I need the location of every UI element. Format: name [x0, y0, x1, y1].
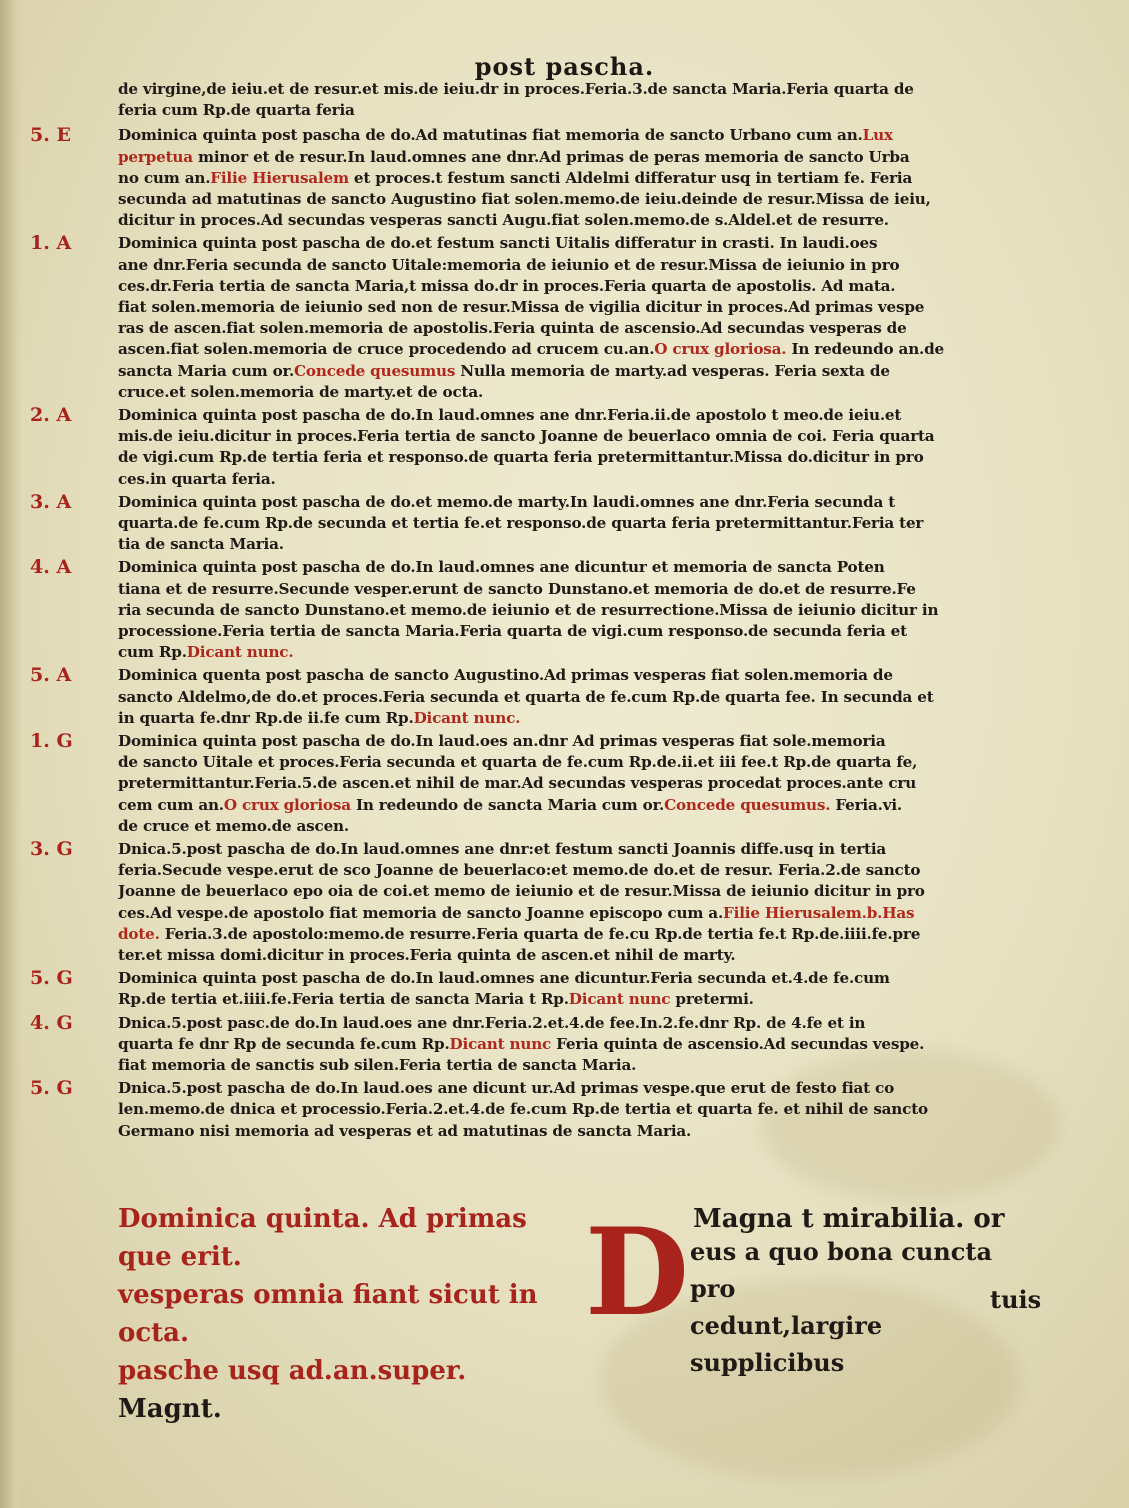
text-line — [118, 535, 1040, 553]
text-line — [118, 1079, 1040, 1097]
text-line — [118, 406, 1040, 424]
text-span: feria.Secude vespe.erut de sco Joanne de beuerlaco:et memo.de do.et de resur. Feria.2.de sancto — [118, 861, 921, 880]
text-span: Dnica.5.post pasc.de do.In laud.oes ane dnr.Feria.2.et.4.de fee.In.2.fe.dnr Rp. de 4.fe et in — [118, 1013, 866, 1032]
collect-line: cedunt,largire supplicibus — [690, 1311, 883, 1377]
text-span: quarta.de fe.cum Rp.de secunda et tertia fe.et responso.de quarta feria pretermittantur.Feria ter — [118, 514, 924, 532]
text-line — [118, 753, 1040, 771]
rubric-span: Dicant nunc. — [186, 643, 294, 662]
text-span: de cruce et memo.de ascen. — [118, 816, 349, 835]
text-span: ces.in quarta feria. — [118, 469, 276, 488]
text-span: Dominica quinta post pascha de do.In laud.omnes ane dnr.Feria.ii.de apostolo t meo.de ieiu.et — [118, 406, 902, 424]
text-span: cum Rp. — [118, 643, 187, 662]
text-line — [118, 969, 1040, 987]
text-line — [118, 448, 1040, 466]
text-span: cruce.et solen.memoria de marty.et de octa. — [118, 382, 484, 401]
text-span: sancta Maria cum or. — [118, 361, 295, 380]
rubric-red-text: Dominica quinta. Ad primas que erit. — [118, 1204, 527, 1272]
rubric-span: Filie Hierusalem — [210, 168, 349, 187]
calendar-marker: 5. A — [30, 664, 72, 687]
text-line — [118, 319, 1040, 337]
text-line — [118, 666, 1040, 684]
text-span: ces.Ad vespe.de apostolo fiat memoria de sancto Joanne episcopo cum a. — [118, 903, 724, 922]
text-line — [118, 622, 1040, 640]
calendar-marker: 2. A — [30, 404, 72, 426]
text-span: de vigi.cum Rp.de tertia feria et responso.de quarta feria pretermittantur.Missa do.dicitur in pro — [118, 448, 924, 467]
text-line — [118, 580, 1040, 598]
text-line — [118, 990, 1040, 1008]
antiphon-text: Magna t mirabilia. or — [693, 1204, 1005, 1234]
text-line — [118, 1122, 1040, 1140]
collect-line: eus a quo bona cuncta pro — [690, 1237, 992, 1303]
text-span: minor et de resur.In laud.omnes ane dnr.Ad primas de peras memoria de sancto Urba — [192, 147, 910, 166]
text-span: fiat solen.memoria de ieiunio sed non de resur.Missa de vigilia dicitur in proces.Ad primas vespe — [118, 298, 925, 316]
text-line — [118, 643, 1040, 661]
text-span: Dominica quinta post pascha de do.et memo.de marty.In laudi.omnes ane dnr.Feria secunda t — [118, 492, 896, 511]
text-line — [118, 383, 1040, 401]
text-span: cem cum an. — [118, 795, 224, 814]
text-line — [118, 427, 1040, 445]
text-line — [118, 1014, 1040, 1032]
rubric-span: Dicant nunc. — [413, 708, 521, 727]
text-line — [118, 1056, 1040, 1074]
text-span: ras de ascen.fiat solen.memoria de apostolis.Feria quinta de ascensio.Ad secundas vesperas de — [118, 319, 907, 338]
text-line — [118, 1100, 1040, 1118]
rubric-span: Lux — [862, 126, 893, 145]
text-line — [118, 882, 1040, 900]
rubric-span: Dicant nunc — [568, 990, 671, 1009]
text-span: Dnica.5.post pascha de do.In laud.omnes ane dnr:et festum sancti Joannis diffe.usq in tertia — [118, 840, 887, 858]
rubric-span: Concede quesumus. — [664, 795, 831, 814]
text-line — [118, 493, 1040, 511]
text-line — [118, 169, 1040, 187]
text-line — [118, 362, 1040, 380]
text-span: in quarta fe.dnr Rp.de ii.fe cum Rp. — [118, 708, 414, 727]
text-line — [118, 470, 1040, 488]
intro-line: feria cum Rp.de quarta feria — [118, 101, 355, 120]
text-span: ria secunda de sancto Dunstano.et memo.de ieiunio et de resurrectione.Missa de ieiunio dicitur in — [118, 600, 939, 619]
text-span: Dominica quinta post pascha de do.et festum sancti Uitalis differatur in crasti. In laudi.oes — [118, 234, 878, 253]
calendar-marker: 4. A — [30, 556, 72, 579]
calendar-marker: 3. A — [30, 490, 72, 513]
text-span: In redeundo de sancta Maria cum or. — [350, 795, 665, 814]
text-span: ane dnr.Feria secunda de sancto Uitale:memoria de ieiunio et de resur.Missa de ieiunio in pro — [118, 255, 900, 274]
text-span: ascen.fiat solen.memoria de cruce procedendo ad crucem cu.an. — [118, 340, 655, 359]
intro-line: de virgine,de ieiu.et de resur.et mis.de ieiu.dr in proces.Feria.3.de sancta Maria.Feria quarta de — [118, 80, 914, 98]
text-span: tia de sancta Maria. — [118, 535, 284, 554]
rubric-red-text: pasche usq ad.an.super. — [118, 1356, 467, 1386]
calendar-marker: 3. G — [30, 838, 73, 860]
text-line — [118, 861, 1040, 879]
text-span: Feria.vi. — [830, 795, 902, 814]
rubric-span: O crux gloriosa — [223, 795, 351, 814]
text-line — [118, 601, 1040, 619]
text-line — [118, 774, 1040, 792]
text-line — [118, 514, 1040, 532]
text-span: pretermi. — [670, 990, 754, 1009]
magnificat-text: Magnt. — [118, 1394, 222, 1424]
calendar-marker: 4. G — [30, 1011, 73, 1034]
rubric-span: Dicant nunc — [449, 1034, 552, 1053]
text-span: processione.Feria tertia de sancta Maria.Feria quarta de vigi.cum responso.de secunda feria et — [118, 622, 907, 640]
text-span: Dominica quinta post pascha de do.In laud.omnes ane dicuntur.Feria secunda et.4.de fe.cum — [118, 969, 890, 988]
calendar-marker: 1. A — [30, 232, 72, 255]
calendar-marker: 1. G — [30, 730, 73, 752]
text-span: tiana et de resurre.Secunde vesper.erunt de sancto Dunstano.et memoria de do.et de resurre.Fe — [118, 579, 916, 598]
text-line — [118, 298, 1040, 316]
text-span: fiat memoria de sanctis sub silen.Feria tertia de sancta Maria. — [118, 1056, 637, 1074]
text-line — [118, 946, 1040, 964]
text-line — [118, 126, 1040, 144]
text-span: quarta fe dnr Rp de secunda fe.cum Rp. — [118, 1034, 450, 1053]
text-line — [118, 190, 1040, 208]
text-span: Feria quinta de ascensio.Ad secundas vespe. — [551, 1034, 925, 1053]
text-span: Rp.de tertia et.iiii.fe.Feria tertia de sancta Maria t Rp. — [118, 990, 569, 1009]
binding-shadow — [0, 0, 22, 1508]
calendar-marker: 5. G — [30, 1077, 73, 1100]
text-line — [118, 340, 1040, 358]
text-line — [118, 904, 1040, 922]
calendar-marker: 5. G — [30, 967, 73, 990]
text-span: pretermittantur.Feria.5.de ascen.et nihil de mar.Ad secundas vesperas procedat proces.ante cru — [118, 774, 917, 793]
text-span: Dominica quinta post pascha de do.Ad matutinas fiat memoria de sancto Urbano cum an. — [118, 126, 863, 145]
text-span: dicitur in proces.Ad secundas vesperas sancti Augu.fiat solen.memo.de s.Aldel.et de resurre. — [118, 211, 889, 230]
text-span: et proces.t festum sancti Aldelmi differatur usq in tertiam fe. Feria — [348, 168, 913, 187]
text-span: Nulla memoria de marty.ad vesperas. Feria sexta de — [455, 361, 890, 380]
rubric-span: perpetua — [118, 147, 193, 166]
text-span: ces.dr.Feria tertia de sancta Maria,t missa do.dr in proces.Feria quarta de apostolis. Ad mata. — [118, 276, 896, 295]
collect-text — [690, 1196, 1030, 1381]
rubric-span: dote. — [118, 924, 160, 943]
text-line — [118, 256, 1040, 274]
text-line — [118, 817, 1040, 835]
text-span: ter.et missa domi.dicitur in proces.Feria quinta de ascen.et nihil de marty. — [118, 946, 736, 964]
text-span: mis.de ieiu.dicitur in proces.Feria tertia de sancto Joanne de beuerlaco omnia de coi. Feria quarta — [118, 427, 935, 446]
text-span: len.memo.de dnica et processio.Feria.2.et.4.de fe.cum Rp.de tertia et quarta fe. et nihil de sancto — [118, 1100, 928, 1119]
text-span: Joanne de beuerlaco epo oia de coi.et memo de ieiunio et de resur.Missa de ieiunio dicitur in pro — [118, 882, 925, 901]
text-span: Dominica quenta post pascha de sancto Augustino.Ad primas vesperas fiat solen.memoria de — [118, 666, 893, 685]
catchword: tuis — [990, 1285, 1042, 1314]
rubric-span: O crux gloriosa. — [654, 340, 787, 359]
text-line — [118, 234, 1040, 252]
rubric-span: Filie Hierusalem.b.Has — [723, 903, 915, 922]
text-line — [118, 796, 1040, 814]
text-line — [118, 925, 1040, 943]
text-span: Dnica.5.post pascha de do.In laud.oes ane dicunt ur.Ad primas vespe.que erut de festo fiat co — [118, 1079, 895, 1098]
text-span: Dominica quinta post pascha de do.In laud.omnes ane dicuntur et memoria de sancta Poten — [118, 558, 885, 577]
text-line — [118, 1035, 1040, 1053]
text-line — [118, 840, 1040, 858]
rubric-span: Concede quesumus — [294, 361, 456, 380]
text-span: Germano nisi memoria ad vesperas et ad matutinas de sancta Maria. — [118, 1121, 692, 1140]
decorated-initial: D — [585, 1202, 690, 1343]
text-span: In redeundo an.de — [786, 340, 945, 359]
text-line — [118, 732, 1040, 750]
text-span: Dominica quinta post pascha de do.In laud.oes an.dnr Ad primas vesperas fiat sole.memoria — [118, 732, 886, 750]
text-line — [118, 148, 1040, 166]
text-line — [118, 709, 1040, 727]
running-head: post pascha. — [474, 52, 655, 81]
text-span: de sancto Uitale et proces.Feria secunda et quarta de fe.cum Rp.de.ii.et iii fee.t Rp.de quarta fe, — [118, 753, 918, 772]
text-span: Feria.3.de apostolo:memo.de resurre.Feria quarta de fe.cu Rp.de tertia fe.t Rp.de.iiii.fe.pre — [159, 924, 921, 943]
text-span: secunda ad matutinas de sancto Augustino fiat solen.memo.de ieiu.deinde de resur.Missa de ieiu, — [118, 190, 931, 208]
text-line — [118, 558, 1040, 576]
text-span: no cum an. — [118, 168, 211, 187]
text-line — [118, 211, 1040, 229]
text-line — [118, 688, 1040, 706]
text-line — [118, 277, 1040, 295]
calendar-marker: 5. E — [30, 124, 71, 147]
text-span: sancto Aldelmo,de do.et proces.Feria secunda et quarta de fe.cum Rp.de quarta fee. In secunda et — [118, 687, 934, 706]
rubric-red-text: vesperas omnia fiant sicut in octa. — [118, 1280, 538, 1348]
